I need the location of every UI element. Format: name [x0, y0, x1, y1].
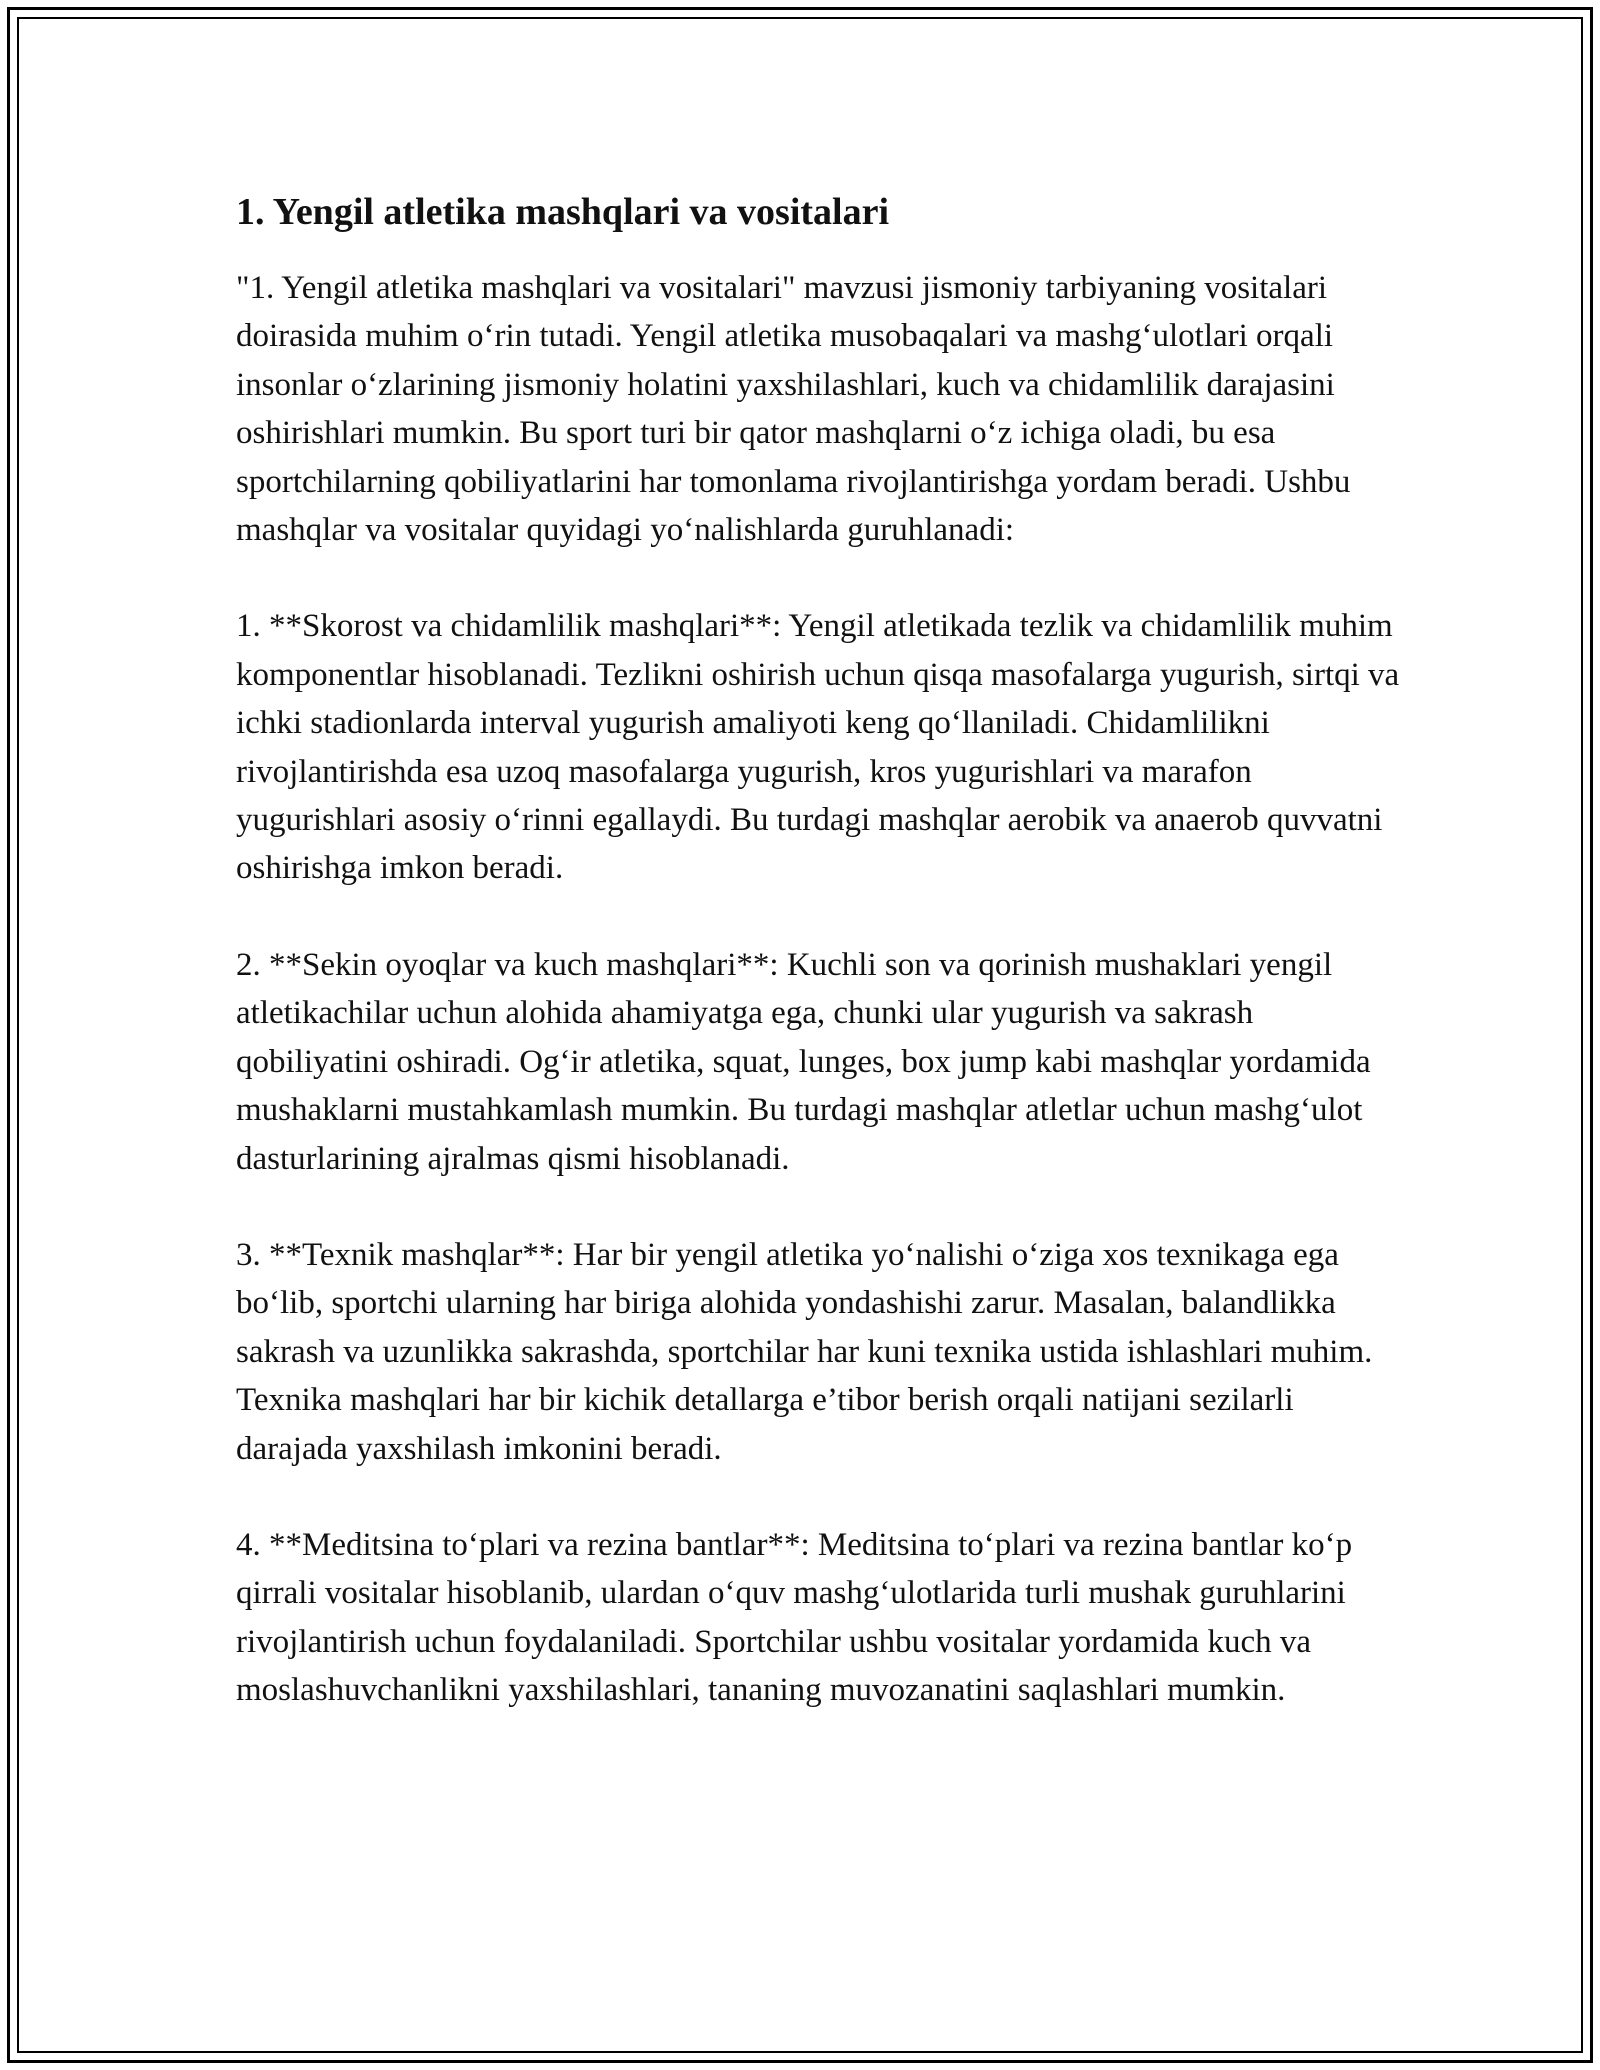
- paragraph-strength: 2. **Sekin oyoqlar va kuch mashqlari**: Kuchli son va qorinish mushaklari yengil atletikachilar uchun alohida ahamiyatga ega, chunki ular yugurish va sakrash qobiliyatini oshiradi. Og‘ir atletika, squat, lunges, box jump kabi mashqlar yordamida mushaklarni mustahkamlash mumkin. Bu turdagi mashqlar atletlar uchun mashg‘ulot dasturlarining ajralmas qismi hisoblanadi.: [236, 946, 1371, 1177]
- paragraph-intro: "1. Yengil atletika mashqlari va vositalari" mavzusi jismoniy tarbiyaning vositalari doirasida muhim o‘rin tutadi. Yengil atletika musobaqalari va mashg‘ulotlari orqali insonlar o‘zlarining jismoniy holatini yaxshilashlari, kuch va chidamlilik darajasini oshirishlari mumkin. Bu sport turi bir qator mashqlarni o‘z ichiga oladi, bu esa sportchilarning qobiliyatlarini har tomonlama rivojlantirishga yordam beradi. Ushbu mashqlar va vositalar quyidagi yo‘nalishlarda guruhlanadi:: [236, 270, 1351, 549]
- paragraph-technique: 3. **Texnik mashqlar**: Har bir yengil atletika yo‘nalishi o‘ziga xos texnikaga ega bo‘lib, sportchi ularning har biriga alohida yondashishi zarur. Masalan, balandlikka sakrash va uzunlikka sakrashda, sportchilar har kuni texnika ustida ishlashlari muhim. Texnika mashqlari har bir kichik detallarga e’tibor berish orqali natijani sezilarli darajada yaxshilash imkonini beradi.: [236, 1236, 1373, 1467]
- document-body: [236, 186, 1406, 1763]
- paragraph-speed-endurance: 1. **Skorost va chidamlilik mashqlari**: Yengil atletikada tezlik va chidamlilik muhim komponentlar hisoblanadi. Tezlikni oshirish uchun qisqa masofalarga yugurish, sirtqi va ichki stadionlarda interval yugurish amaliyoti keng qo‘llaniladi. Chidamlilikni rivojlantirishda esa uzoq masofalarga yugurish, kros yugurishlari va marafon yugurishlari asosiy o‘rinni egallaydi. Bu turdagi mashqlar aerobik va anaerob quvvatni oshirishga imkon beradi.: [236, 608, 1400, 887]
- document-title: 1. Yengil atletika mashqlari va vositalari: [236, 191, 890, 233]
- paragraph-equipment: 4. **Meditsina to‘plari va rezina bantlar**: Meditsina to‘plari va rezina bantlar ko‘p qirrali vositalar hisoblanib, ulardan o‘quv mashg‘ulotlarida turli mushak guruhlarini rivojlantirish uchun foydalaniladi. Sportchilar ushbu vositalar yordamida kuch va moslashuvchanlikni yaxshilashlari, tananing muvozanatini saqlashlari mumkin.: [236, 1526, 1353, 1709]
